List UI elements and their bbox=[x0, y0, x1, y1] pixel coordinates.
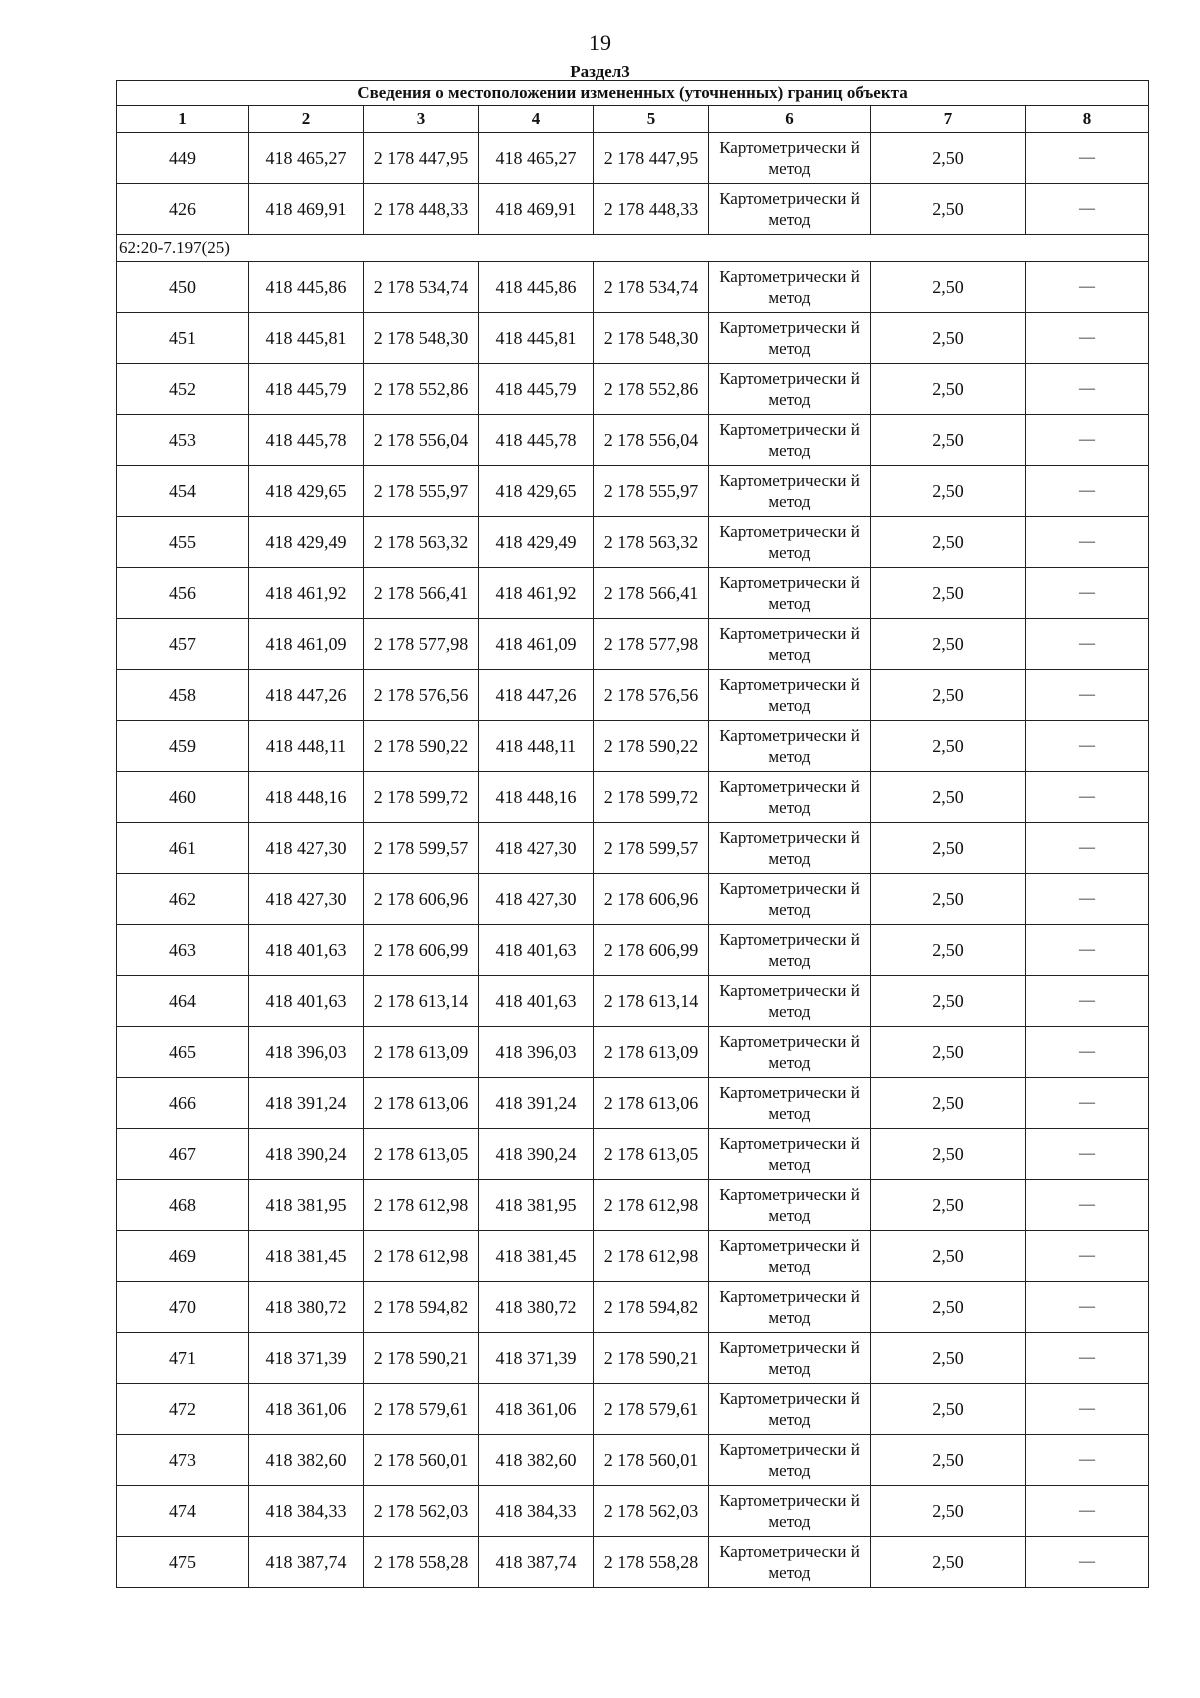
description-cell: — bbox=[1026, 721, 1149, 772]
x-new-cell: 418 361,06 bbox=[479, 1384, 594, 1435]
y-new-cell: 2 178 560,01 bbox=[594, 1435, 709, 1486]
table-row bbox=[117, 874, 1149, 925]
x-new-cell: 418 382,60 bbox=[479, 1435, 594, 1486]
description-cell: — bbox=[1026, 619, 1149, 670]
x-existing-cell: 418 465,27 bbox=[249, 133, 364, 184]
description-cell: — bbox=[1026, 184, 1149, 235]
point-number-cell: 458 bbox=[117, 670, 249, 721]
x-existing-cell: 418 390,24 bbox=[249, 1129, 364, 1180]
method-cell: Картометрически й метод bbox=[709, 721, 871, 772]
method-cell: Картометрически й метод bbox=[709, 1486, 871, 1537]
point-number-cell: 462 bbox=[117, 874, 249, 925]
accuracy-cell: 2,50 bbox=[871, 670, 1026, 721]
accuracy-cell: 2,50 bbox=[871, 619, 1026, 670]
table-row bbox=[117, 313, 1149, 364]
accuracy-cell: 2,50 bbox=[871, 976, 1026, 1027]
point-number-cell: 449 bbox=[117, 133, 249, 184]
accuracy-cell: 2,50 bbox=[871, 184, 1026, 235]
point-number-cell: 452 bbox=[117, 364, 249, 415]
table-row bbox=[117, 772, 1149, 823]
y-new-cell: 2 178 448,33 bbox=[594, 184, 709, 235]
point-number-cell: 457 bbox=[117, 619, 249, 670]
accuracy-cell: 2,50 bbox=[871, 1129, 1026, 1180]
description-cell: — bbox=[1026, 262, 1149, 313]
point-number-cell: 471 bbox=[117, 1333, 249, 1384]
y-existing-cell: 2 178 562,03 bbox=[364, 1486, 479, 1537]
y-existing-cell: 2 178 613,06 bbox=[364, 1078, 479, 1129]
accuracy-cell: 2,50 bbox=[871, 721, 1026, 772]
x-existing-cell: 418 384,33 bbox=[249, 1486, 364, 1537]
method-cell: Картометрически й метод bbox=[709, 1537, 871, 1588]
y-new-cell: 2 178 555,97 bbox=[594, 466, 709, 517]
table-caption: Сведения о местоположении измененных (уточненных) границ объекта bbox=[117, 81, 1149, 106]
y-existing-cell: 2 178 558,28 bbox=[364, 1537, 479, 1588]
table-row bbox=[117, 1027, 1149, 1078]
y-existing-cell: 2 178 552,86 bbox=[364, 364, 479, 415]
table-row bbox=[117, 364, 1149, 415]
group-row bbox=[117, 235, 1149, 262]
y-existing-cell: 2 178 534,74 bbox=[364, 262, 479, 313]
point-number-cell: 461 bbox=[117, 823, 249, 874]
accuracy-cell: 2,50 bbox=[871, 874, 1026, 925]
method-cell: Картометрически й метод bbox=[709, 133, 871, 184]
point-number-cell: 453 bbox=[117, 415, 249, 466]
x-new-cell: 418 381,95 bbox=[479, 1180, 594, 1231]
x-existing-cell: 418 445,79 bbox=[249, 364, 364, 415]
method-cell: Картометрически й метод bbox=[709, 976, 871, 1027]
table-row bbox=[117, 670, 1149, 721]
table-row bbox=[117, 517, 1149, 568]
y-new-cell: 2 178 579,61 bbox=[594, 1384, 709, 1435]
accuracy-cell: 2,50 bbox=[871, 1027, 1026, 1078]
y-new-cell: 2 178 613,05 bbox=[594, 1129, 709, 1180]
description-cell: — bbox=[1026, 772, 1149, 823]
column-number: 1 bbox=[117, 106, 249, 133]
accuracy-cell: 2,50 bbox=[871, 1537, 1026, 1588]
y-existing-cell: 2 178 613,09 bbox=[364, 1027, 479, 1078]
x-new-cell: 418 429,65 bbox=[479, 466, 594, 517]
x-existing-cell: 418 371,39 bbox=[249, 1333, 364, 1384]
table-row bbox=[117, 976, 1149, 1027]
method-cell: Картометрически й метод bbox=[709, 262, 871, 313]
x-existing-cell: 418 382,60 bbox=[249, 1435, 364, 1486]
table-row bbox=[117, 1231, 1149, 1282]
point-number-cell: 464 bbox=[117, 976, 249, 1027]
accuracy-cell: 2,50 bbox=[871, 1486, 1026, 1537]
x-new-cell: 418 448,16 bbox=[479, 772, 594, 823]
x-existing-cell: 418 447,26 bbox=[249, 670, 364, 721]
accuracy-cell: 2,50 bbox=[871, 313, 1026, 364]
y-new-cell: 2 178 599,72 bbox=[594, 772, 709, 823]
point-number-cell: 459 bbox=[117, 721, 249, 772]
accuracy-cell: 2,50 bbox=[871, 772, 1026, 823]
table-row bbox=[117, 1282, 1149, 1333]
y-existing-cell: 2 178 576,56 bbox=[364, 670, 479, 721]
y-new-cell: 2 178 548,30 bbox=[594, 313, 709, 364]
description-cell: — bbox=[1026, 1078, 1149, 1129]
table-row bbox=[117, 925, 1149, 976]
y-existing-cell: 2 178 556,04 bbox=[364, 415, 479, 466]
column-number: 4 bbox=[479, 106, 594, 133]
y-new-cell: 2 178 613,09 bbox=[594, 1027, 709, 1078]
y-new-cell: 2 178 594,82 bbox=[594, 1282, 709, 1333]
y-new-cell: 2 178 577,98 bbox=[594, 619, 709, 670]
y-existing-cell: 2 178 594,82 bbox=[364, 1282, 479, 1333]
table-row bbox=[117, 1384, 1149, 1435]
y-existing-cell: 2 178 555,97 bbox=[364, 466, 479, 517]
point-number-cell: 463 bbox=[117, 925, 249, 976]
method-cell: Картометрически й метод bbox=[709, 619, 871, 670]
point-number-cell: 469 bbox=[117, 1231, 249, 1282]
y-existing-cell: 2 178 448,33 bbox=[364, 184, 479, 235]
y-new-cell: 2 178 606,96 bbox=[594, 874, 709, 925]
x-existing-cell: 418 448,11 bbox=[249, 721, 364, 772]
y-new-cell: 2 178 556,04 bbox=[594, 415, 709, 466]
x-new-cell: 418 429,49 bbox=[479, 517, 594, 568]
y-new-cell: 2 178 534,74 bbox=[594, 262, 709, 313]
x-existing-cell: 418 381,95 bbox=[249, 1180, 364, 1231]
y-existing-cell: 2 178 599,72 bbox=[364, 772, 479, 823]
table-row bbox=[117, 184, 1149, 235]
method-cell: Картометрически й метод bbox=[709, 1231, 871, 1282]
description-cell: — bbox=[1026, 976, 1149, 1027]
accuracy-cell: 2,50 bbox=[871, 1384, 1026, 1435]
y-new-cell: 2 178 558,28 bbox=[594, 1537, 709, 1588]
x-existing-cell: 418 391,24 bbox=[249, 1078, 364, 1129]
description-cell: — bbox=[1026, 313, 1149, 364]
x-new-cell: 418 448,11 bbox=[479, 721, 594, 772]
x-new-cell: 418 427,30 bbox=[479, 823, 594, 874]
method-cell: Картометрически й метод bbox=[709, 184, 871, 235]
section-title: Раздел3 bbox=[570, 62, 630, 81]
page-number: 19 bbox=[589, 30, 611, 55]
x-new-cell: 418 465,27 bbox=[479, 133, 594, 184]
accuracy-cell: 2,50 bbox=[871, 1282, 1026, 1333]
x-new-cell: 418 381,45 bbox=[479, 1231, 594, 1282]
method-cell: Картометрически й метод bbox=[709, 1384, 871, 1435]
y-existing-cell: 2 178 606,99 bbox=[364, 925, 479, 976]
column-number: 5 bbox=[594, 106, 709, 133]
accuracy-cell: 2,50 bbox=[871, 1231, 1026, 1282]
description-cell: — bbox=[1026, 415, 1149, 466]
y-new-cell: 2 178 613,06 bbox=[594, 1078, 709, 1129]
x-existing-cell: 418 445,86 bbox=[249, 262, 364, 313]
x-existing-cell: 418 429,49 bbox=[249, 517, 364, 568]
boundary-coordinates-table bbox=[116, 80, 1149, 1588]
y-existing-cell: 2 178 577,98 bbox=[364, 619, 479, 670]
description-cell: — bbox=[1026, 1486, 1149, 1537]
accuracy-cell: 2,50 bbox=[871, 262, 1026, 313]
y-existing-cell: 2 178 548,30 bbox=[364, 313, 479, 364]
x-existing-cell: 418 401,63 bbox=[249, 925, 364, 976]
x-existing-cell: 418 401,63 bbox=[249, 976, 364, 1027]
point-number-cell: 454 bbox=[117, 466, 249, 517]
x-new-cell: 418 445,86 bbox=[479, 262, 594, 313]
point-number-cell: 467 bbox=[117, 1129, 249, 1180]
x-new-cell: 418 401,63 bbox=[479, 976, 594, 1027]
description-cell: — bbox=[1026, 133, 1149, 184]
accuracy-cell: 2,50 bbox=[871, 1333, 1026, 1384]
method-cell: Картометрически й метод bbox=[709, 415, 871, 466]
y-new-cell: 2 178 612,98 bbox=[594, 1180, 709, 1231]
table-row bbox=[117, 619, 1149, 670]
table-row bbox=[117, 1435, 1149, 1486]
x-new-cell: 418 445,79 bbox=[479, 364, 594, 415]
x-existing-cell: 418 461,92 bbox=[249, 568, 364, 619]
accuracy-cell: 2,50 bbox=[871, 466, 1026, 517]
description-cell: — bbox=[1026, 1129, 1149, 1180]
accuracy-cell: 2,50 bbox=[871, 1078, 1026, 1129]
description-cell: — bbox=[1026, 1180, 1149, 1231]
x-existing-cell: 418 396,03 bbox=[249, 1027, 364, 1078]
method-cell: Картометрически й метод bbox=[709, 670, 871, 721]
method-cell: Картометрически й метод bbox=[709, 568, 871, 619]
table-row bbox=[117, 1486, 1149, 1537]
table-row bbox=[117, 1537, 1149, 1588]
description-cell: — bbox=[1026, 568, 1149, 619]
x-new-cell: 418 371,39 bbox=[479, 1333, 594, 1384]
point-number-cell: 451 bbox=[117, 313, 249, 364]
table-row bbox=[117, 1180, 1149, 1231]
y-new-cell: 2 178 590,22 bbox=[594, 721, 709, 772]
accuracy-cell: 2,50 bbox=[871, 823, 1026, 874]
method-cell: Картометрически й метод bbox=[709, 1435, 871, 1486]
column-number: 6 bbox=[709, 106, 871, 133]
x-existing-cell: 418 461,09 bbox=[249, 619, 364, 670]
y-existing-cell: 2 178 599,57 bbox=[364, 823, 479, 874]
y-new-cell: 2 178 599,57 bbox=[594, 823, 709, 874]
x-new-cell: 418 401,63 bbox=[479, 925, 594, 976]
description-cell: — bbox=[1026, 517, 1149, 568]
method-cell: Картометрически й метод bbox=[709, 466, 871, 517]
point-number-cell: 466 bbox=[117, 1078, 249, 1129]
x-new-cell: 418 380,72 bbox=[479, 1282, 594, 1333]
y-existing-cell: 2 178 613,14 bbox=[364, 976, 479, 1027]
table-row bbox=[117, 1129, 1149, 1180]
y-existing-cell: 2 178 590,21 bbox=[364, 1333, 479, 1384]
method-cell: Картометрически й метод bbox=[709, 364, 871, 415]
y-new-cell: 2 178 606,99 bbox=[594, 925, 709, 976]
method-cell: Картометрически й метод bbox=[709, 1078, 871, 1129]
x-existing-cell: 418 387,74 bbox=[249, 1537, 364, 1588]
accuracy-cell: 2,50 bbox=[871, 364, 1026, 415]
y-new-cell: 2 178 552,86 bbox=[594, 364, 709, 415]
accuracy-cell: 2,50 bbox=[871, 517, 1026, 568]
y-existing-cell: 2 178 560,01 bbox=[364, 1435, 479, 1486]
description-cell: — bbox=[1026, 1537, 1149, 1588]
y-new-cell: 2 178 563,32 bbox=[594, 517, 709, 568]
description-cell: — bbox=[1026, 364, 1149, 415]
x-new-cell: 418 461,09 bbox=[479, 619, 594, 670]
description-cell: — bbox=[1026, 874, 1149, 925]
x-new-cell: 418 447,26 bbox=[479, 670, 594, 721]
description-cell: — bbox=[1026, 823, 1149, 874]
method-cell: Картометрически й метод bbox=[709, 1180, 871, 1231]
method-cell: Картометрически й метод bbox=[709, 1129, 871, 1180]
point-number-cell: 456 bbox=[117, 568, 249, 619]
x-new-cell: 418 461,92 bbox=[479, 568, 594, 619]
column-number: 2 bbox=[249, 106, 364, 133]
table-row bbox=[117, 1078, 1149, 1129]
column-number: 3 bbox=[364, 106, 479, 133]
description-cell: — bbox=[1026, 1384, 1149, 1435]
description-cell: — bbox=[1026, 1333, 1149, 1384]
table-row bbox=[117, 1333, 1149, 1384]
y-existing-cell: 2 178 563,32 bbox=[364, 517, 479, 568]
table-row bbox=[117, 823, 1149, 874]
point-number-cell: 473 bbox=[117, 1435, 249, 1486]
y-new-cell: 2 178 566,41 bbox=[594, 568, 709, 619]
method-cell: Картометрически й метод bbox=[709, 1282, 871, 1333]
column-number: 7 bbox=[871, 106, 1026, 133]
y-new-cell: 2 178 576,56 bbox=[594, 670, 709, 721]
x-existing-cell: 418 429,65 bbox=[249, 466, 364, 517]
column-number-row bbox=[117, 106, 1149, 133]
table-row bbox=[117, 721, 1149, 772]
x-new-cell: 418 387,74 bbox=[479, 1537, 594, 1588]
description-cell: — bbox=[1026, 925, 1149, 976]
accuracy-cell: 2,50 bbox=[871, 568, 1026, 619]
point-number-cell: 455 bbox=[117, 517, 249, 568]
method-cell: Картометрически й метод bbox=[709, 823, 871, 874]
point-number-cell: 468 bbox=[117, 1180, 249, 1231]
point-number-cell: 472 bbox=[117, 1384, 249, 1435]
y-existing-cell: 2 178 613,05 bbox=[364, 1129, 479, 1180]
table-row bbox=[117, 415, 1149, 466]
description-cell: — bbox=[1026, 1282, 1149, 1333]
description-cell: — bbox=[1026, 1027, 1149, 1078]
y-existing-cell: 2 178 612,98 bbox=[364, 1231, 479, 1282]
x-existing-cell: 418 448,16 bbox=[249, 772, 364, 823]
point-number-cell: 460 bbox=[117, 772, 249, 823]
x-new-cell: 418 384,33 bbox=[479, 1486, 594, 1537]
y-existing-cell: 2 178 612,98 bbox=[364, 1180, 479, 1231]
method-cell: Картометрически й метод bbox=[709, 772, 871, 823]
x-existing-cell: 418 427,30 bbox=[249, 874, 364, 925]
x-existing-cell: 418 445,81 bbox=[249, 313, 364, 364]
accuracy-cell: 2,50 bbox=[871, 415, 1026, 466]
accuracy-cell: 2,50 bbox=[871, 133, 1026, 184]
x-new-cell: 418 390,24 bbox=[479, 1129, 594, 1180]
x-existing-cell: 418 361,06 bbox=[249, 1384, 364, 1435]
x-existing-cell: 418 445,78 bbox=[249, 415, 364, 466]
method-cell: Картометрически й метод bbox=[709, 925, 871, 976]
description-cell: — bbox=[1026, 1231, 1149, 1282]
accuracy-cell: 2,50 bbox=[871, 1180, 1026, 1231]
method-cell: Картометрически й метод bbox=[709, 517, 871, 568]
y-existing-cell: 2 178 447,95 bbox=[364, 133, 479, 184]
y-new-cell: 2 178 562,03 bbox=[594, 1486, 709, 1537]
x-new-cell: 418 469,91 bbox=[479, 184, 594, 235]
y-new-cell: 2 178 612,98 bbox=[594, 1231, 709, 1282]
x-new-cell: 418 391,24 bbox=[479, 1078, 594, 1129]
method-cell: Картометрически й метод bbox=[709, 874, 871, 925]
column-number: 8 bbox=[1026, 106, 1149, 133]
accuracy-cell: 2,50 bbox=[871, 925, 1026, 976]
description-cell: — bbox=[1026, 670, 1149, 721]
description-cell: — bbox=[1026, 1435, 1149, 1486]
x-existing-cell: 418 427,30 bbox=[249, 823, 364, 874]
x-new-cell: 418 445,81 bbox=[479, 313, 594, 364]
table-row bbox=[117, 568, 1149, 619]
x-existing-cell: 418 469,91 bbox=[249, 184, 364, 235]
y-existing-cell: 2 178 606,96 bbox=[364, 874, 479, 925]
point-number-cell: 470 bbox=[117, 1282, 249, 1333]
method-cell: Картометрически й метод bbox=[709, 1027, 871, 1078]
accuracy-cell: 2,50 bbox=[871, 1435, 1026, 1486]
point-number-cell: 465 bbox=[117, 1027, 249, 1078]
point-number-cell: 450 bbox=[117, 262, 249, 313]
y-existing-cell: 2 178 579,61 bbox=[364, 1384, 479, 1435]
description-cell: — bbox=[1026, 466, 1149, 517]
point-number-cell: 426 bbox=[117, 184, 249, 235]
x-new-cell: 418 445,78 bbox=[479, 415, 594, 466]
y-existing-cell: 2 178 590,22 bbox=[364, 721, 479, 772]
y-existing-cell: 2 178 566,41 bbox=[364, 568, 479, 619]
table-row bbox=[117, 262, 1149, 313]
y-new-cell: 2 178 590,21 bbox=[594, 1333, 709, 1384]
y-new-cell: 2 178 447,95 bbox=[594, 133, 709, 184]
y-new-cell: 2 178 613,14 bbox=[594, 976, 709, 1027]
x-existing-cell: 418 381,45 bbox=[249, 1231, 364, 1282]
x-new-cell: 418 427,30 bbox=[479, 874, 594, 925]
method-cell: Картометрически й метод bbox=[709, 1333, 871, 1384]
x-new-cell: 418 396,03 bbox=[479, 1027, 594, 1078]
x-existing-cell: 418 380,72 bbox=[249, 1282, 364, 1333]
group-label: 62:20-7.197(25) bbox=[117, 235, 1149, 262]
point-number-cell: 474 bbox=[117, 1486, 249, 1537]
table-row bbox=[117, 133, 1149, 184]
point-number-cell: 475 bbox=[117, 1537, 249, 1588]
method-cell: Картометрически й метод bbox=[709, 313, 871, 364]
table-row bbox=[117, 466, 1149, 517]
